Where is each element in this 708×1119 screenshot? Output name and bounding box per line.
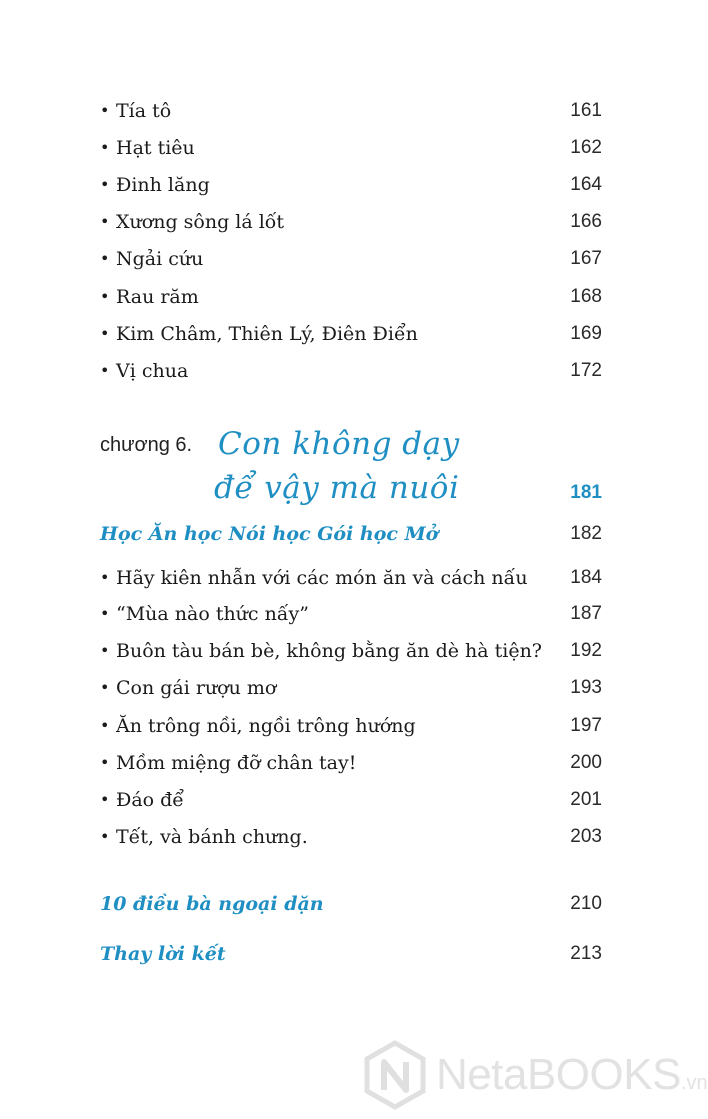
section-title: 10 điều bà ngoại dặn <box>100 893 324 915</box>
toc-entry-title: Rau răm <box>116 286 199 308</box>
toc-entry-title: Đinh lăng <box>116 174 210 196</box>
toc-entry-page: 201 <box>570 789 602 810</box>
toc-entry[interactable] <box>100 207 602 237</box>
bullet: • <box>100 287 110 306</box>
chapter-title-line2[interactable]: để vậy mà nuôi <box>214 470 460 506</box>
section-heading[interactable] <box>100 938 602 970</box>
toc-entry[interactable] <box>100 319 602 349</box>
toc-entry-page: 200 <box>570 752 602 773</box>
section-title: Thay lời kết <box>100 943 226 965</box>
watermark <box>362 1040 708 1110</box>
toc-entry[interactable] <box>100 170 602 200</box>
section-heading[interactable] <box>100 518 602 550</box>
toc-entry[interactable] <box>100 748 602 778</box>
toc-entry[interactable] <box>100 282 602 312</box>
toc-entry-page: 161 <box>570 100 602 121</box>
toc-entry-title: Hạt tiêu <box>116 137 195 159</box>
toc-entry[interactable] <box>100 244 602 274</box>
toc-entry-title: Ngải cứu <box>116 248 204 270</box>
toc-entry-page: 172 <box>570 360 602 381</box>
toc-entry-title: Tía tô <box>116 100 172 122</box>
bullet: • <box>100 361 110 380</box>
toc-entry-title: Con gái rượu mơ <box>116 677 277 699</box>
watermark-suffix: .vn <box>680 1072 708 1094</box>
toc-entry-title: Vị chua <box>116 360 189 382</box>
bullet: • <box>100 604 110 623</box>
bullet: • <box>100 790 110 809</box>
toc-entry-page: 197 <box>570 715 602 736</box>
toc-entry[interactable] <box>100 673 602 703</box>
bullet: • <box>100 324 110 343</box>
toc-entry-title: Hãy kiên nhẫn với các món ăn và cách nấu <box>116 567 528 589</box>
bullet: • <box>100 716 110 735</box>
bullet: • <box>100 641 110 660</box>
netabooks-logo-icon <box>362 1040 428 1110</box>
toc-entry-page: 168 <box>570 286 602 307</box>
watermark-text <box>436 1050 708 1108</box>
toc-entry-page: 169 <box>570 323 602 344</box>
bullet: • <box>100 101 110 120</box>
toc-entry-page: 166 <box>570 211 602 232</box>
section-heading[interactable] <box>100 888 602 920</box>
toc-entry-page: 167 <box>570 248 602 269</box>
chapter-page-number: 181 <box>570 482 602 503</box>
section-page-number: 210 <box>570 893 602 914</box>
toc-entry-page: 192 <box>570 640 602 661</box>
bullet: • <box>100 249 110 268</box>
watermark-brand: NetaBOOKS <box>436 1050 681 1099</box>
toc-entry[interactable] <box>100 711 602 741</box>
toc-entry[interactable] <box>100 96 602 126</box>
toc-entry-title: Tết, và bánh chưng. <box>116 826 308 848</box>
toc-entry[interactable] <box>100 785 602 815</box>
toc-entry-title: Xương sông lá lốt <box>116 211 285 233</box>
toc-entry[interactable] <box>100 356 602 386</box>
bullet: • <box>100 678 110 697</box>
toc-entry-title: Ăn trông nồi, ngồi trông hướng <box>116 715 416 737</box>
toc-entry[interactable] <box>100 563 602 593</box>
toc-entry-page: 184 <box>570 567 602 588</box>
bullet: • <box>100 175 110 194</box>
bullet: • <box>100 753 110 772</box>
toc-entry-title: Kim Châm, Thiên Lý, Điên Điển <box>116 323 418 345</box>
bullet: • <box>100 568 110 587</box>
toc-entry-title: Đáo để <box>116 789 184 811</box>
chapter-title-line1[interactable]: Con không dạy <box>218 426 460 462</box>
toc-entry[interactable] <box>100 133 602 163</box>
toc-entry-title: Mồm miệng đỡ chân tay! <box>116 752 357 774</box>
bullet: • <box>100 212 110 231</box>
toc-entry-page: 203 <box>570 826 602 847</box>
toc-entry[interactable] <box>100 822 602 852</box>
toc-entry-page: 164 <box>570 174 602 195</box>
bullet: • <box>100 138 110 157</box>
section-title: Học Ăn học Nói học Gói học Mở <box>100 523 439 545</box>
toc-entry[interactable] <box>100 599 602 629</box>
toc-entry-page: 187 <box>570 603 602 624</box>
toc-entry-page: 162 <box>570 137 602 158</box>
chapter-number: chương 6. <box>100 434 193 456</box>
toc-entry-title: Buôn tàu bán bè, không bằng ăn dè hà tiện? <box>116 640 542 662</box>
toc-entry-title: “Mùa nào thức nấy” <box>116 603 309 625</box>
section-page-number: 213 <box>570 943 602 964</box>
toc-entry-page: 193 <box>570 677 602 698</box>
bullet: • <box>100 827 110 846</box>
section-page-number: 182 <box>570 523 602 544</box>
toc-entry[interactable] <box>100 636 602 666</box>
